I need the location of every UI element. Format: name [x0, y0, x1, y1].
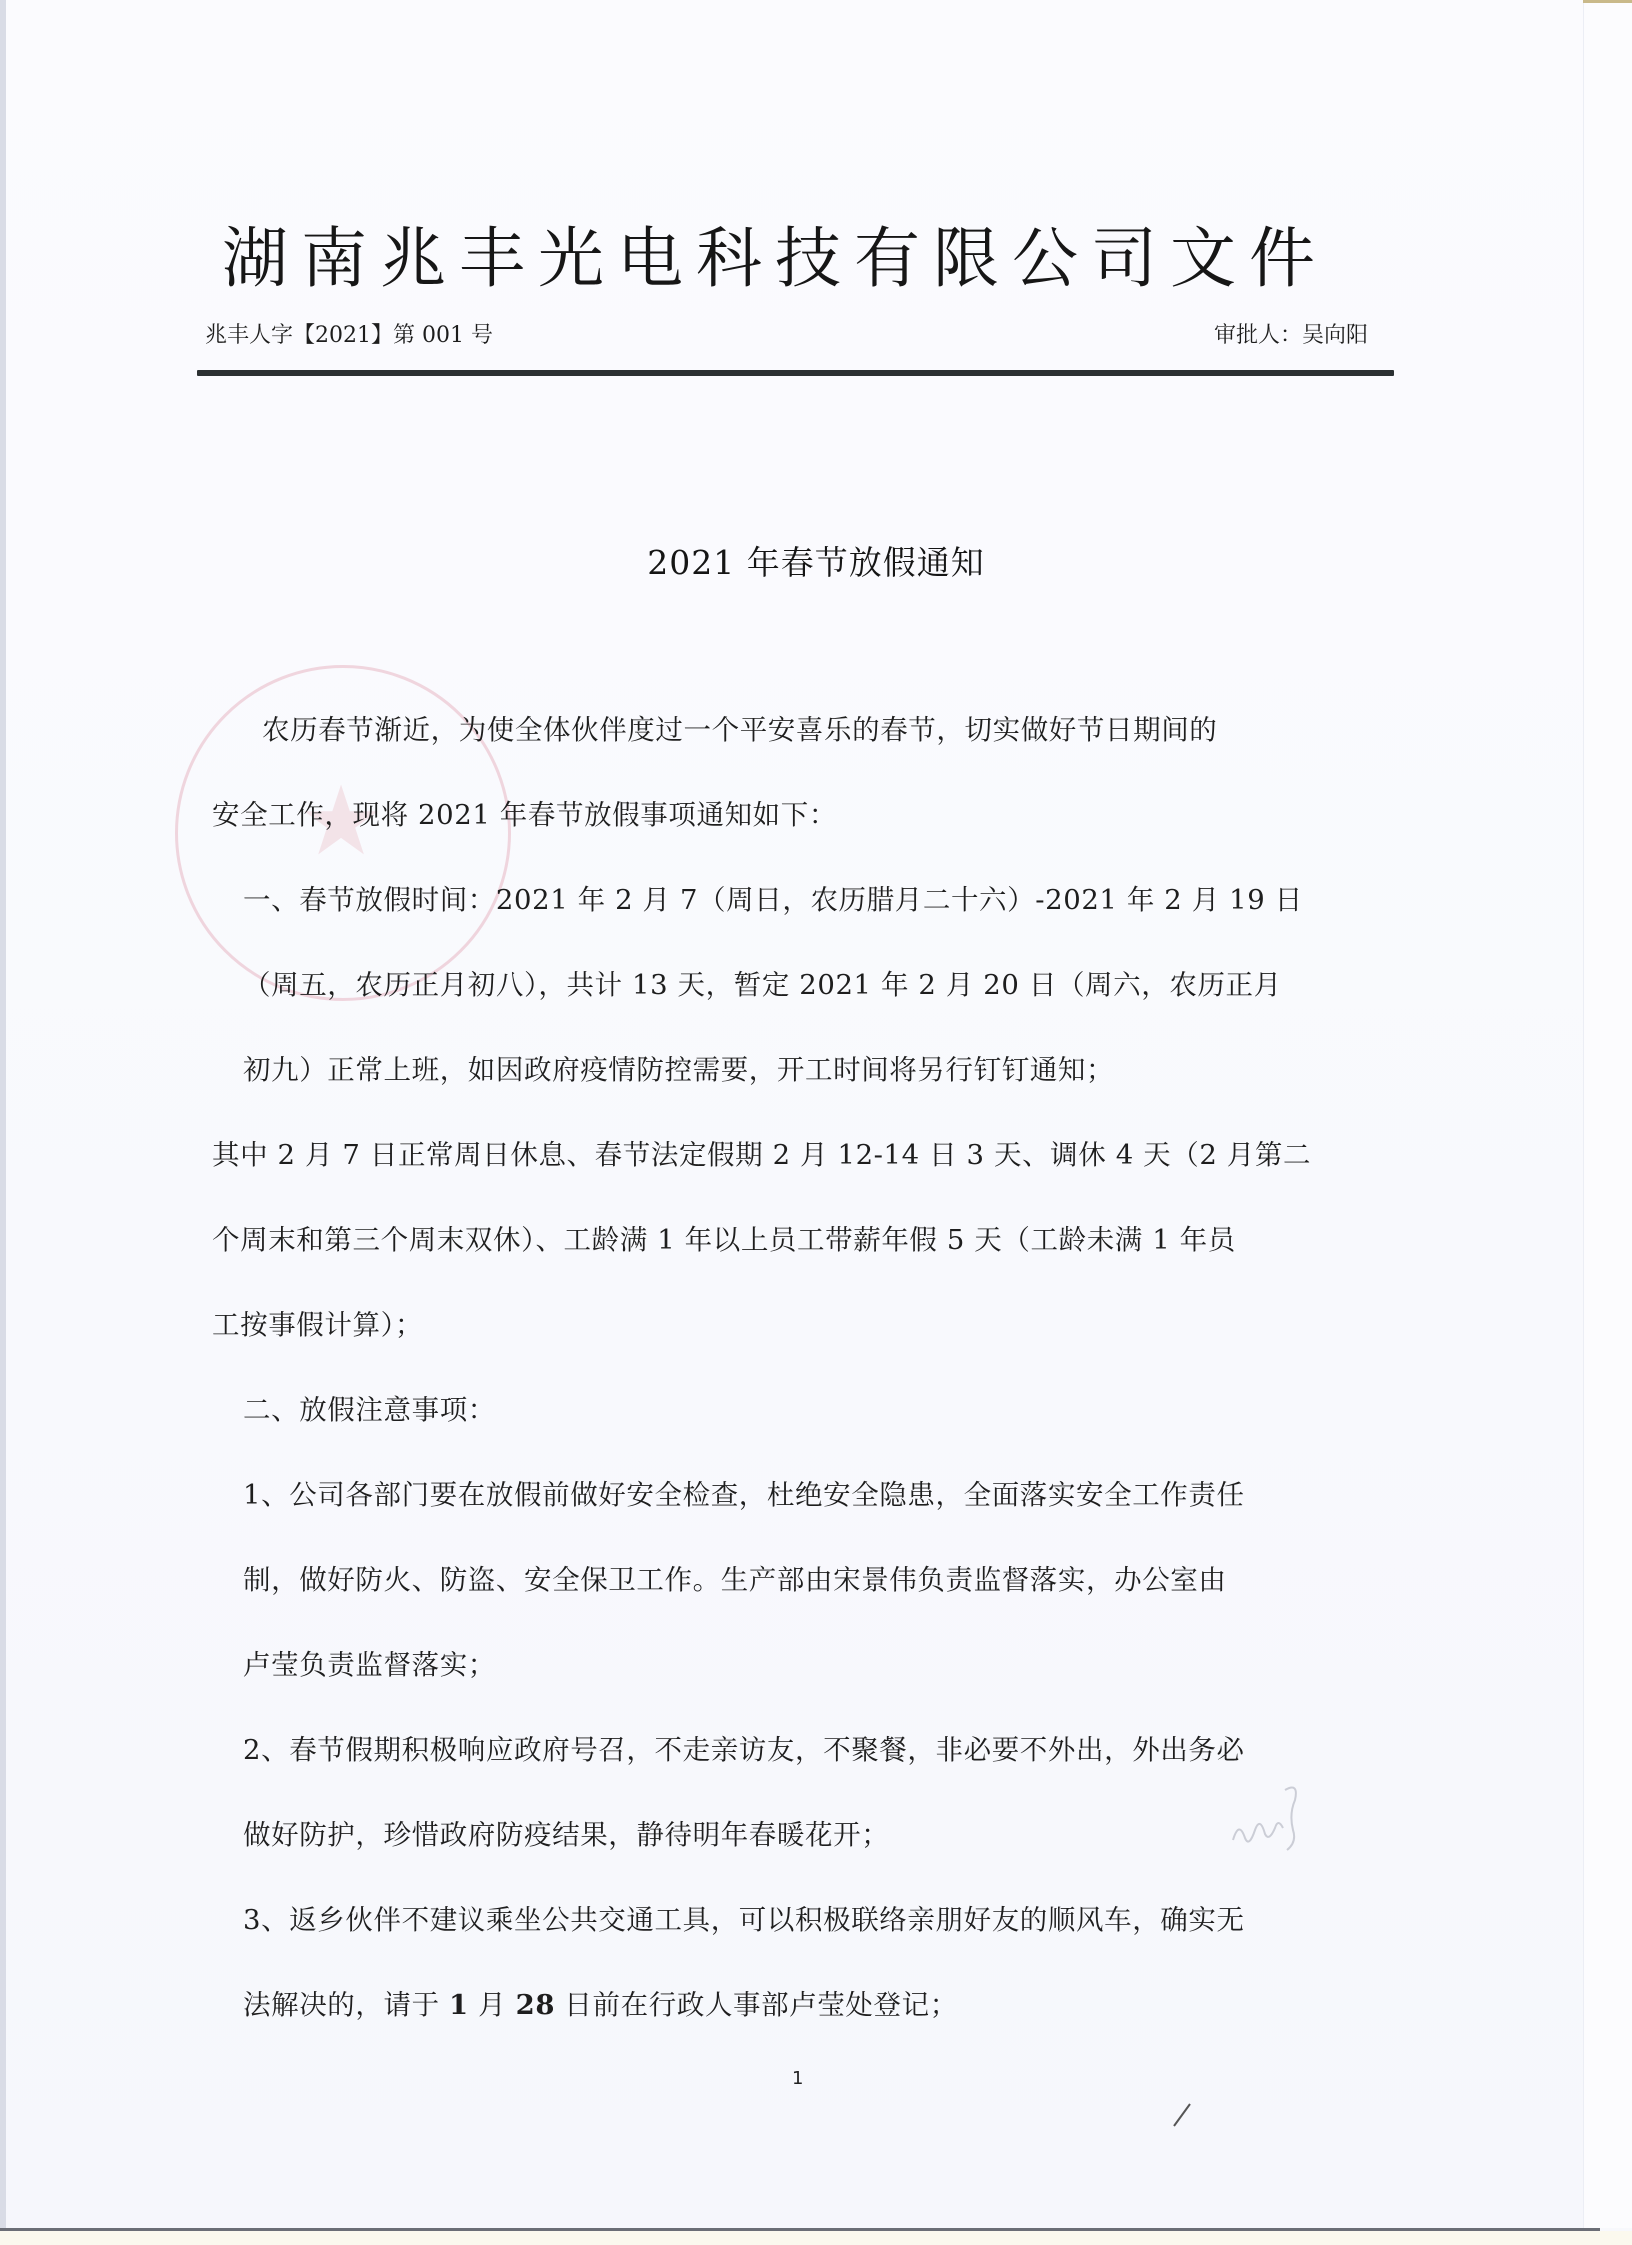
- scan-left-edge: [0, 0, 6, 2245]
- intro-line-2: 安全工作，现将 2021 年春节放假事项通知如下：: [212, 799, 837, 831]
- document-number: 兆丰人字【2021】第 001 号: [205, 323, 493, 348]
- intro-line-1: 农历春节渐近，为使全体伙伴度过一个平安喜乐的春节，切实做好节日期间的: [262, 714, 1218, 746]
- section1-line-3: 初九）正常上班，如因政府疫情防控需要，开工时间将另行钉钉通知；: [243, 1054, 1115, 1086]
- section1-line-1: 一、春节放假时间：2021 年 2 月 7（周日，农历腊月二十六）-2021 年 2 月 19 日: [243, 884, 1303, 916]
- item3-text-a: 法解决的，请于: [243, 1989, 450, 2021]
- section2-item2-line-2: 做好防护，珍惜政府防疫结果，静待明年春暖花开；: [243, 1819, 890, 1851]
- corrected-month: 1: [449, 1989, 469, 2021]
- letterhead-title: 湖南兆丰光电科技有限公司文件: [222, 220, 1328, 297]
- letterhead-divider: [197, 370, 1394, 376]
- notice-title: 2021 年春节放假通知: [647, 543, 985, 582]
- corrected-day: 28: [515, 1989, 556, 2021]
- section2-item3-line-2: [243, 1982, 958, 2022]
- section1-line-5: 个周末和第三个周末双休）、工龄满 1 年以上员工带薪年假 5 天（工龄未满 1 年员: [212, 1224, 1236, 1256]
- item3-text-b: 月: [468, 1989, 516, 2021]
- scan-right-strip: [1583, 0, 1632, 2228]
- approver: 审批人：吴向阳: [1213, 323, 1368, 348]
- section2-item1-line-2: 制，做好防火、防盗、安全保卫工作。生产部由宋景伟负责监督落实，办公室由: [243, 1564, 1227, 1596]
- section1-line-6: 工按事假计算）；: [212, 1309, 424, 1341]
- page-number: 1: [792, 2068, 804, 2089]
- section2-heading: 二、放假注意事项：: [243, 1394, 496, 1426]
- section1-line-4: 其中 2 月 7 日正常周日休息、春节法定假期 2 月 12-14 日 3 天、调休 4 天（2 月第二: [212, 1139, 1312, 1171]
- scan-background: [0, 2231, 1632, 2245]
- section1-line-2: （周五，农历正月初八），共计 13 天，暂定 2021 年 2 月 20 日（周六，农历正月: [243, 969, 1282, 1001]
- section2-item1-line-1: 1、公司各部门要在放假前做好安全检查，杜绝安全隐患，全面落实安全工作责任: [243, 1479, 1245, 1511]
- scan-top-edge: [1583, 0, 1632, 3]
- section2-item1-line-3: 卢莹负责监督落实；: [243, 1649, 496, 1681]
- section2-item2-line-1: 2、春节假期积极响应政府号召，不走亲访友，不聚餐，非必要不外出，外出务必: [243, 1734, 1245, 1766]
- section2-item3-line-1: 3、返乡伙伴不建议乘坐公共交通工具，可以积极联络亲朋好友的顺风车，确实无: [243, 1904, 1245, 1936]
- item3-text-c: 日前在行政人事部卢莹处登记；: [555, 1989, 958, 2021]
